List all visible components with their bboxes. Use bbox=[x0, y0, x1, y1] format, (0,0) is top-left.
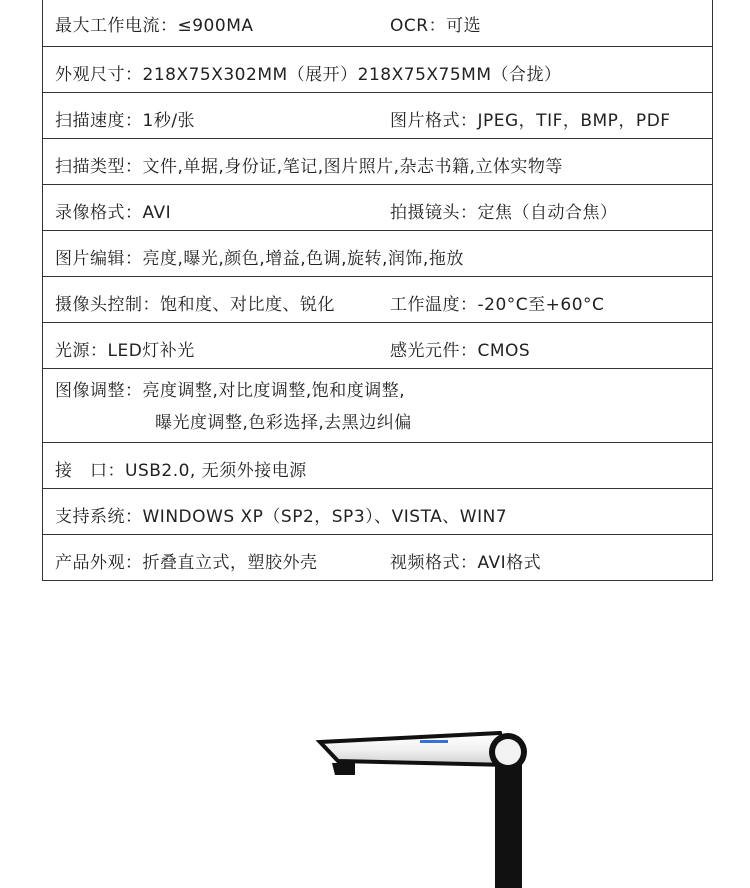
spec-value: 图片格式：JPEG，TIF，BMP，PDF bbox=[390, 111, 671, 131]
spec-label: 接 口：USB2.0, 无须外接电源 bbox=[55, 461, 307, 481]
lens bbox=[332, 763, 355, 775]
spec-row bbox=[43, 230, 712, 276]
spec-row bbox=[43, 92, 712, 138]
spec-row bbox=[43, 442, 712, 488]
spec-label-continued: 曝光度调整,色彩选择,去黑边纠偏 bbox=[155, 413, 412, 433]
led-indicator bbox=[420, 740, 448, 743]
document-camera-illustration bbox=[0, 575, 750, 888]
spec-label: 录像格式：AVI bbox=[55, 203, 172, 223]
spec-row bbox=[43, 488, 712, 534]
spec-label: 外观尺寸：218X75X302MM（展开）218X75X75MM（合拢） bbox=[55, 65, 562, 85]
spec-value: OCR：可选 bbox=[390, 16, 482, 36]
spec-label: 扫描速度：1秒/张 bbox=[55, 111, 196, 131]
spec-label: 摄像头控制：饱和度、对比度、锐化 bbox=[55, 295, 335, 315]
spec-row bbox=[43, 534, 712, 580]
spec-label: 扫描类型：文件,单据,身份证,笔记,图片照片,杂志书籍,立体实物等 bbox=[55, 157, 563, 177]
spec-value: 感光元件：CMOS bbox=[390, 341, 531, 361]
spec-row bbox=[43, 276, 712, 322]
spec-label: 光源：LED灯补光 bbox=[55, 341, 195, 361]
spec-row bbox=[43, 138, 712, 184]
spec-label: 图片编辑：亮度,曝光,颜色,增益,色调,旋转,润饰,拖放 bbox=[55, 249, 464, 269]
spec-label: 最大工作电流：≤900MA bbox=[55, 16, 254, 36]
camera-head bbox=[320, 733, 510, 765]
spec-value: 拍摄镜头：定焦（自动合焦） bbox=[390, 203, 618, 223]
stand-arm bbox=[495, 760, 522, 888]
spec-row bbox=[43, 184, 712, 230]
product-image bbox=[0, 575, 750, 888]
spec-row bbox=[43, 46, 712, 92]
spec-value: 视频格式：AVI格式 bbox=[390, 553, 542, 573]
spec-label: 产品外观：折叠直立式，塑胶外壳 bbox=[55, 553, 318, 573]
spec-row bbox=[43, 322, 712, 368]
spec-value: 工作温度：-20°C至+60°C bbox=[390, 295, 605, 315]
spec-row-image-adjust bbox=[43, 368, 712, 442]
spec-label: 支持系统：WINDOWS XP（SP2，SP3）、VISTA、WIN7 bbox=[55, 507, 508, 527]
spec-row bbox=[43, 0, 712, 46]
hinge-cap bbox=[495, 739, 521, 765]
spec-label: 图像调整：亮度调整,对比度调整,饱和度调整, bbox=[55, 381, 406, 401]
spec-table bbox=[42, 0, 713, 581]
